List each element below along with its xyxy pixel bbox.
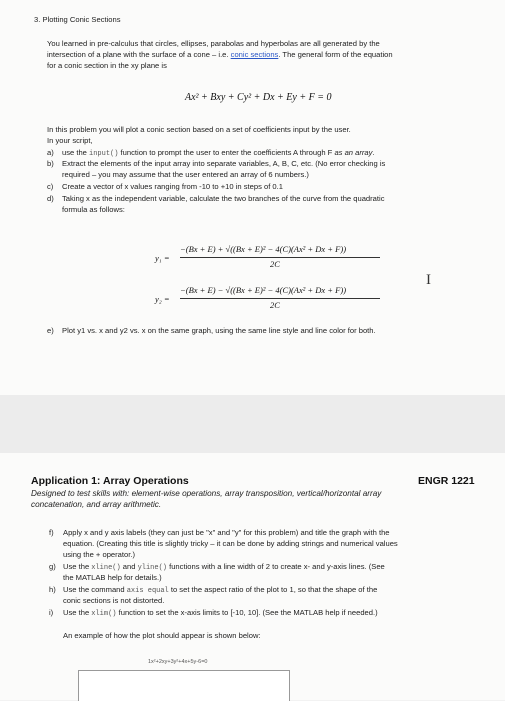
- item-h-line-2: conic sections is not distorted.: [63, 596, 165, 605]
- item-c-label: c): [47, 182, 54, 191]
- intro-line-3: for a conic section in the xy plane is: [47, 61, 167, 70]
- item-g-post: functions with a line width of 2 to create x- and y-axis lines. (See: [166, 562, 385, 571]
- item-a-label: a): [47, 148, 54, 157]
- y2-fraction-bar: [180, 298, 380, 299]
- item-b-label: b): [47, 159, 54, 168]
- intro-line-2-tail: . The general form of the equation: [278, 50, 393, 59]
- item-i-text: [63, 607, 378, 620]
- item-g-mid: and: [120, 562, 138, 571]
- item-i-post: function to set the x-axis limits to [-10, 10]. (See the MATLAB help if needed.): [116, 608, 378, 617]
- item-f-line-2: equation. (Creating this title is slightly tricky – it can be done by adding strings and numerical values: [63, 539, 398, 548]
- item-a-post: function to prompt the user to enter the coefficients A through F as an array.: [118, 148, 375, 157]
- y2-label: y₂ =: [155, 294, 170, 304]
- item-a-pre: use the: [62, 148, 90, 157]
- page-gap: [0, 395, 505, 453]
- conic-sections-link[interactable]: conic sections: [230, 50, 279, 59]
- xlim-code: xlim(): [91, 610, 117, 618]
- intro-line-2: [47, 49, 393, 60]
- course-code: ENGR 1221: [418, 475, 475, 487]
- item-d-line-1: Taking x as the independent variable, calculate the two branches of the curve from the quadratic: [62, 194, 385, 203]
- y1-fraction-bar: [180, 257, 380, 258]
- input-code: input(): [89, 150, 119, 158]
- item-d-line-2: formula as follows:: [62, 205, 125, 214]
- y1-label: y₁ =: [155, 253, 170, 263]
- problem-line-1: In this problem you will plot a conic section based on a set of coefficients input by the user.: [47, 125, 351, 134]
- item-h-pre: Use the command: [63, 585, 127, 594]
- document-page-2: [0, 453, 505, 700]
- item-f-line-3: using the + operator.): [63, 550, 135, 559]
- intro-line-1: You learned in pre-calculus that circles, ellipses, parabolas and hyperbolas are all generated by the: [47, 39, 380, 48]
- item-c-text: Create a vector of x values ranging from -10 to +10 in steps of 0.1: [62, 182, 283, 191]
- item-h-label: h): [49, 585, 56, 594]
- general-equation: Ax² + Bxy + Cy² + Dx + Ey + F = 0: [185, 92, 332, 103]
- item-e-label: e): [47, 326, 54, 335]
- item-i-label: i): [49, 608, 54, 617]
- example-plot-frame: [78, 670, 290, 701]
- item-f-line-1: Apply x and y axis labels (they can just be "x" and "y" for this problem) and title the graph with the: [63, 528, 390, 537]
- intro-line-2-text: intersection of a plane with the surface of a cone – i.e.: [47, 50, 231, 59]
- section-title: 3. Plotting Conic Sections: [34, 15, 121, 24]
- item-g-line-2: the MATLAB help for details.): [63, 573, 162, 582]
- example-text: An example of how the plot should appear is shown below:: [63, 631, 261, 640]
- yline-code: yline(): [137, 564, 167, 572]
- item-e-text: Plot y1 vs. x and y2 vs. x on the same graph, using the same line style and line color for both.: [62, 326, 376, 335]
- y1-denominator: 2C: [270, 259, 280, 269]
- xline-code: xline(): [91, 564, 121, 572]
- item-g-pre: Use the: [63, 562, 92, 571]
- subtitle-line-1: Designed to test skills with: element-wise operations, array transposition, vertical/horizontal array: [31, 489, 382, 498]
- item-b-line-1: Extract the elements of the input array into separate variables, A, B, C, etc. (No error checking is: [62, 159, 386, 168]
- item-d-label: d): [47, 194, 54, 203]
- item-i-pre: Use the: [63, 608, 92, 617]
- item-h-post: to set the aspect ratio of the plot to 1, so that the shape of the: [168, 585, 378, 594]
- item-f-label: f): [49, 528, 54, 537]
- y1-numerator: −(Bx + E) + √((Bx + E)² − 4(C)(Ax² + Dx + F)): [180, 244, 347, 254]
- axis-equal-code: axis equal: [126, 587, 169, 595]
- text-cursor-icon: I: [426, 272, 431, 288]
- item-b-line-2: required – you may assume that the user entered an array of 6 numbers.): [62, 170, 309, 179]
- y2-numerator: −(Bx + E) − √((Bx + E)² − 4(C)(Ax² + Dx + F)): [180, 285, 347, 295]
- y2-denominator: 2C: [270, 300, 280, 310]
- problem-line-2: In your script,: [47, 136, 93, 145]
- example-plot-title: 1x²+2xy+3y²+4x+5y-6=0: [148, 659, 208, 665]
- item-g-label: g): [49, 562, 56, 571]
- subtitle-line-2: concatenation, and array arithmetic.: [31, 500, 162, 509]
- application-title: Application 1: Array Operations: [31, 475, 189, 487]
